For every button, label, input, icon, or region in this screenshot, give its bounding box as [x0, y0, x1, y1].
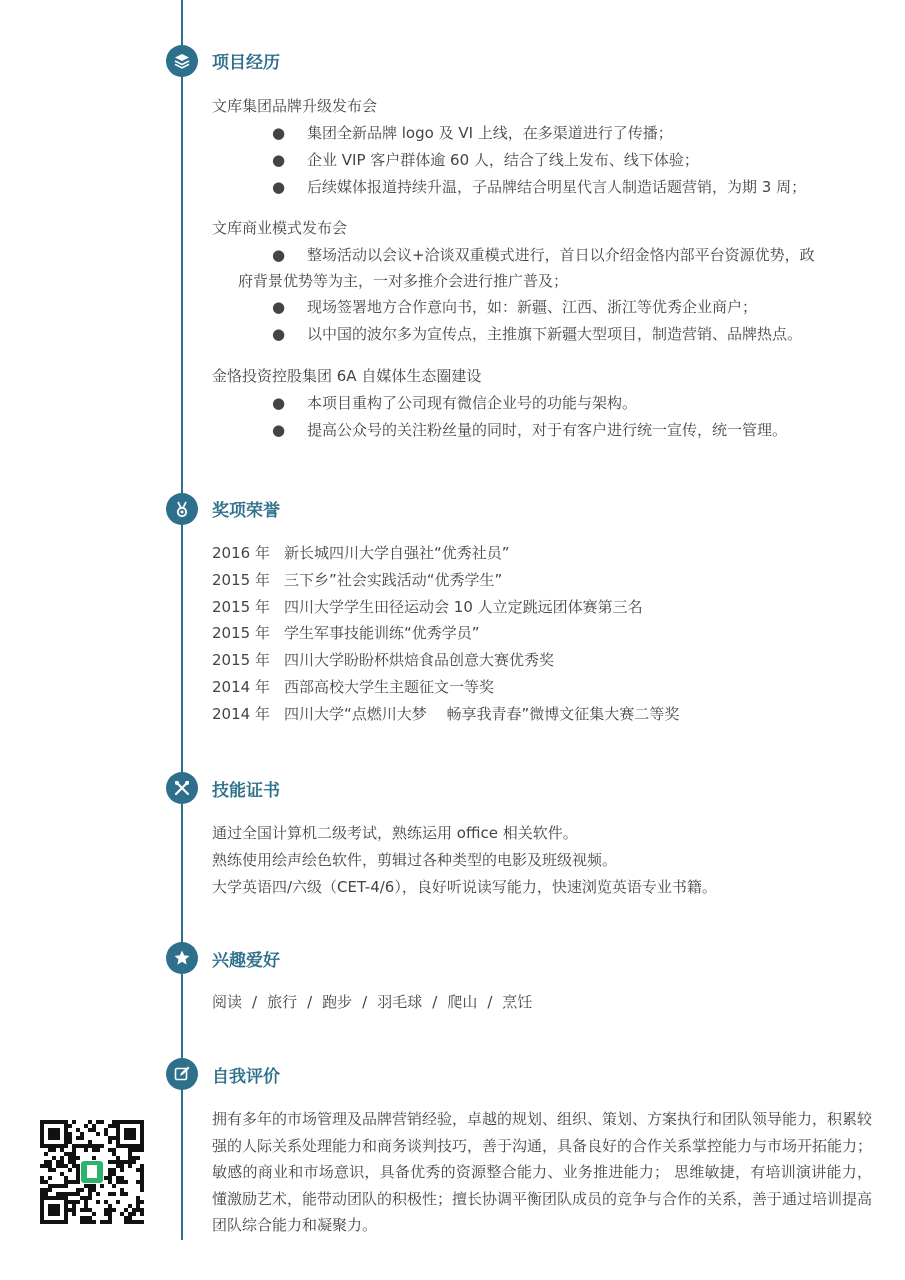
list-item: ● 提高公众号的关注粉丝量的同时，对于有客户进行统一宣传，统一管理。 — [272, 421, 788, 439]
edit-icon — [166, 1058, 198, 1090]
list-item: ● 现场签署地方合作意向书，如：新疆、江西、浙江等优秀企业商户； — [272, 298, 758, 316]
project-name: 文库集团品牌升级发布会 — [212, 97, 378, 115]
hobby-item: 烹饪 — [502, 993, 533, 1011]
project-name: 金恪投资控股集团 6A 自媒体生态圈建设 — [212, 367, 482, 385]
medal-icon — [166, 493, 198, 525]
timeline-line — [181, 0, 183, 1240]
list-item: ● 后续媒体报道持续升温，子品牌结合明星代言人制造话题营销，为期 3 周； — [272, 178, 807, 196]
skill-item: 大学英语四/六级（CET-4/6），良好听说读写能力，快速浏览英语专业书籍。 — [212, 878, 717, 896]
list-item: ● 企业 VIP 客户群体逾 60 人，结合了线上发布、线下体验； — [272, 151, 699, 169]
section-title-self-eval: 自我评价 — [212, 1067, 280, 1087]
award-row: 2015 年 学生军事技能训练“优秀学员” — [212, 624, 480, 642]
section-title-projects: 项目经历 — [212, 53, 280, 73]
hobby-item: 羽毛球 — [377, 993, 423, 1011]
hobby-item: 爬山 — [447, 993, 478, 1011]
award-row: 2016 年 新长城四川大学自强社“优秀社员” — [212, 544, 510, 562]
project-name: 文库商业模式发布会 — [212, 219, 348, 237]
section-title-hobbies: 兴趣爱好 — [212, 951, 280, 971]
award-row: 2015 年 四川大学盼盼杯烘焙食品创意大赛优秀奖 — [212, 651, 555, 669]
hobby-item: 阅读 — [212, 993, 243, 1011]
award-row: 2015 年 三下乡”社会实践活动“优秀学生” — [212, 571, 503, 589]
skill-item: 通过全国计算机二级考试，熟练运用 office 相关软件。 — [212, 824, 578, 842]
list-item: ● 整场活动以会议+洽谈双重模式进行，首日以介绍金恪内部平台资源优势，政 — [272, 246, 815, 264]
list-item: ● 以中国的波尔多为宣传点，主推旗下新疆大型项目，制造营销、品牌热点。 — [272, 325, 803, 343]
list-item: ● 本项目重构了公司现有微信企业号的功能与架构。 — [272, 394, 638, 412]
list-item-continuation: 府背景优势等为主，一对多推介会进行推广普及； — [238, 272, 569, 290]
hobby-item: 旅行 — [267, 993, 298, 1011]
hobby-item: 跑步 — [322, 993, 353, 1011]
award-row: 2014 年 西部高校大学生主题征文一等奖 — [212, 678, 495, 696]
hobby-list: 阅读 / 旅行 / 跑步 / 羽毛球 / 爬山 / 烹饪 — [212, 993, 533, 1011]
skill-item: 熟练使用绘声绘色软件，剪辑过各种类型的电影及班级视频。 — [212, 851, 618, 869]
award-row: 2015 年 四川大学学生田径运动会 10 人立定跳远团体赛第三名 — [212, 598, 643, 616]
section-title-skills: 技能证书 — [212, 781, 280, 801]
award-row: 2014 年 四川大学“点燃川大梦 畅享我青春”微博文征集大赛二等奖 — [212, 705, 680, 723]
star-icon — [166, 942, 198, 974]
qr-code-icon[interactable] — [40, 1120, 144, 1224]
section-title-awards: 奖项荣誉 — [212, 501, 280, 521]
tools-icon — [166, 772, 198, 804]
list-item: ● 集团全新品牌 logo 及 VI 上线，在多渠道进行了传播； — [272, 124, 673, 142]
self-evaluation-text: 拥有多年的市场管理及品牌营销经验，卓越的规划、组织、策划、方案执行和团队领导能力，积累较强的人际关系处理能力和商务谈判技巧，善于沟通，具备良好的合作关系掌控能力与市场开拓能力；敏感的商业和市场意识，具备优秀的资源整合能力、业务推进能力； 思维敏捷，有培训演讲能力，懂激励艺术，能带动团队的积极性；擅长协调平衡团队成员的竞争与合作的关系，善于通过培训提高团队综合能力和凝聚力。 — [212, 1110, 873, 1234]
layers-icon — [166, 45, 198, 77]
